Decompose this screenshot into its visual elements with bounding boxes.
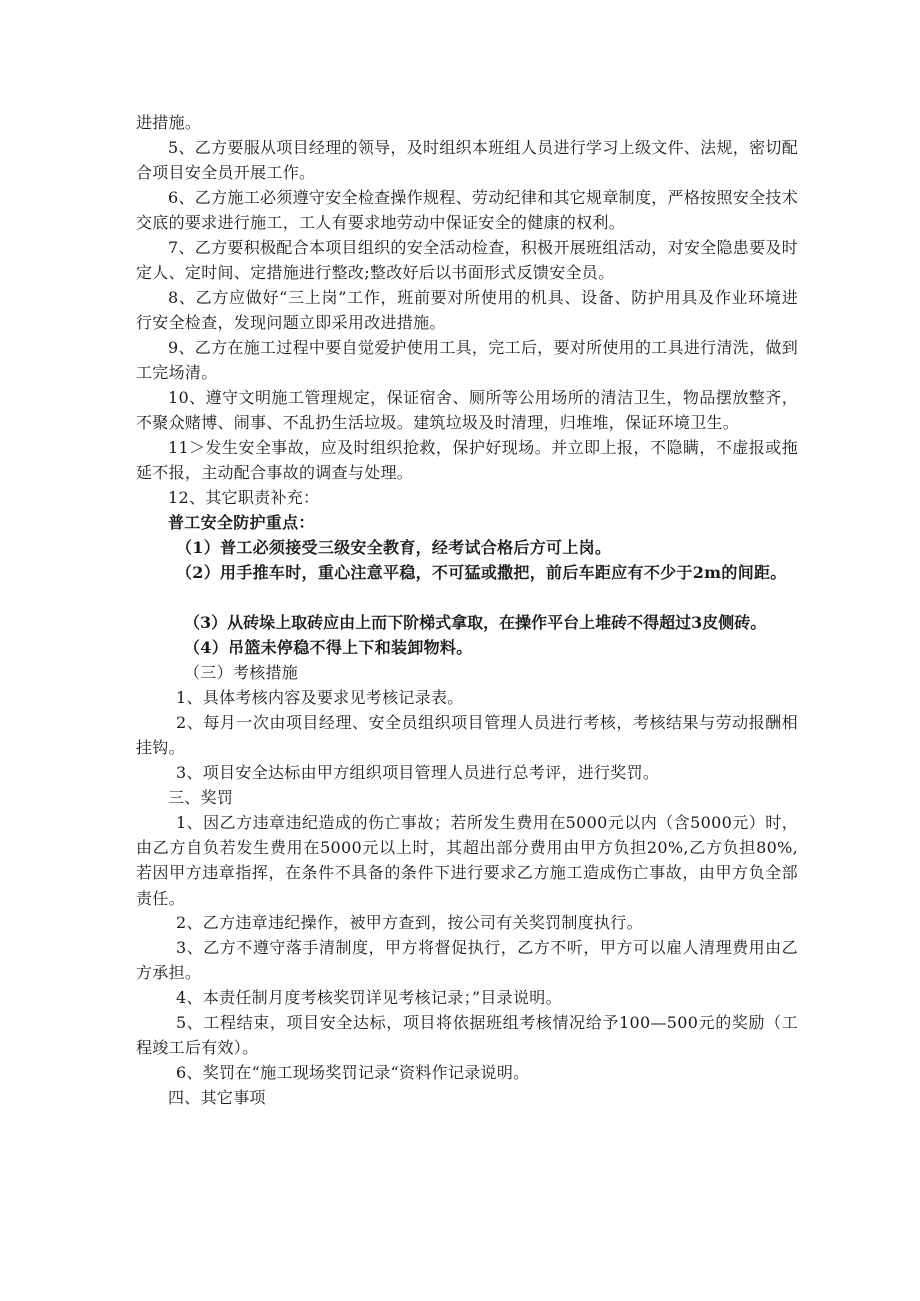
paragraph-item-6: 6、乙方施工必须遵守安全检查操作规程、劳动纪律和其它规章制度，严格按照安全技术交底的要求进行施工，工人有要求地劳动中保证安全的健康的权利。 <box>136 188 798 233</box>
safety-point-1: （1）普工必须接受三级安全教育，经考试合格后方可上岗。 <box>176 538 612 557</box>
reward-item-1: 1、因乙方违章违纪造成的伤亡事故；若所发生费用在5000元以内（含5000元）时，由乙方自负若发生费用在5000元以上时，其超出部分费用由甲方负担20%,乙方负担80%,若因甲方违章指挥，在条件不具备的条件下进行要求乙方施工造成伤亡事故，由甲方负全部责任。 <box>136 813 798 908</box>
paragraph-item-11: 11＞发生安全事故，应及时组织抢救，保护好现场。并立即上报，不隐瞒，不虚报或拖延不报，主动配合事故的调查与处理。 <box>136 438 798 483</box>
assessment-item-1: 1、具体考核内容及要求见考核记录表。 <box>176 688 464 707</box>
section-heading-assessment: （三）考核措施 <box>184 663 299 682</box>
paragraph-item-7: 7、乙方要积极配合本项目组织的安全活动检查，积极开展班组活动，对安全隐患要及时定人、定时间、定措施进行整改;整改好后以书面形式反馈安全员。 <box>136 238 798 283</box>
reward-item-6: 6、奖罚在“施工现场奖罚记录“资料作记录说明。 <box>176 1063 530 1082</box>
section-heading-other: 四、其它事项 <box>168 1088 266 1107</box>
safety-point-4: （4）吊篮未停稳不得上下和装卸物料。 <box>184 638 473 657</box>
assessment-item-2: 2、每月一次由项目经理、安全员组织项目管理人员进行考核，考核结果与劳动报酬相挂钩。 <box>136 713 798 758</box>
reward-item-3: 3、乙方不遵守落手清制度，甲方将督促执行，乙方不听，甲方可以雇人清理费用由乙方承担。 <box>136 938 798 983</box>
safety-point-2: （2）用手推车时，重心注意平稳，不可猛或撒把，前后车距应有不少于2m的间距。 <box>176 563 787 582</box>
reward-item-5: 5、工程结束，项目安全达标，项目将依据班组考核情况给予100—500元的奖励（工程竣工后有效）。 <box>136 1013 798 1058</box>
reward-item-4: 4、本责任制月度考核奖罚详见考核记录；”目录说明。 <box>176 988 562 1007</box>
paragraph-item-8: 8、乙方应做好“三上岗”工作，班前要对所使用的机具、设备、防护用具及作业环境进行安全检查，发现问题立即采用改进措施。 <box>136 288 798 333</box>
reward-item-2: 2、乙方违章违纪操作，被甲方查到，按公司有关奖罚制度执行。 <box>176 913 643 932</box>
safety-point-3: （3）从砖垛上取砖应由上而下阶梯式拿取，在操作平台上堆砖不得超过3皮侧砖。 <box>184 613 767 632</box>
paragraph-continuation: 进措施。 <box>136 113 202 132</box>
paragraph-item-5: 5、乙方要服从项目经理的领导，及时组织本班组人员进行学习上级文件、法规，密切配合项目安全员开展工作。 <box>136 138 798 183</box>
paragraph-item-9: 9、乙方在施工过程中要自觉爱护使用工具，完工后，要对所使用的工具进行清洗，做到工完场清。 <box>136 338 798 383</box>
section-heading-rewards: 三、奖罚 <box>168 788 234 807</box>
section-heading-safety-focus: 普工安全防护重点： <box>168 513 315 532</box>
paragraph-item-10: 10、遵守文明施工管理规定，保证宿舍、厕所等公用场所的清洁卫生，物品摆放整齐，不聚众赌博、闹事、不乱扔生活垃圾。建筑垃圾及时清理，归堆堆，保证环境卫生。 <box>136 388 798 433</box>
paragraph-item-12: 12、其它职责补充： <box>168 488 320 507</box>
assessment-item-3: 3、项目安全达标由甲方组织项目管理人员进行总考评，进行奖罚。 <box>176 763 660 782</box>
